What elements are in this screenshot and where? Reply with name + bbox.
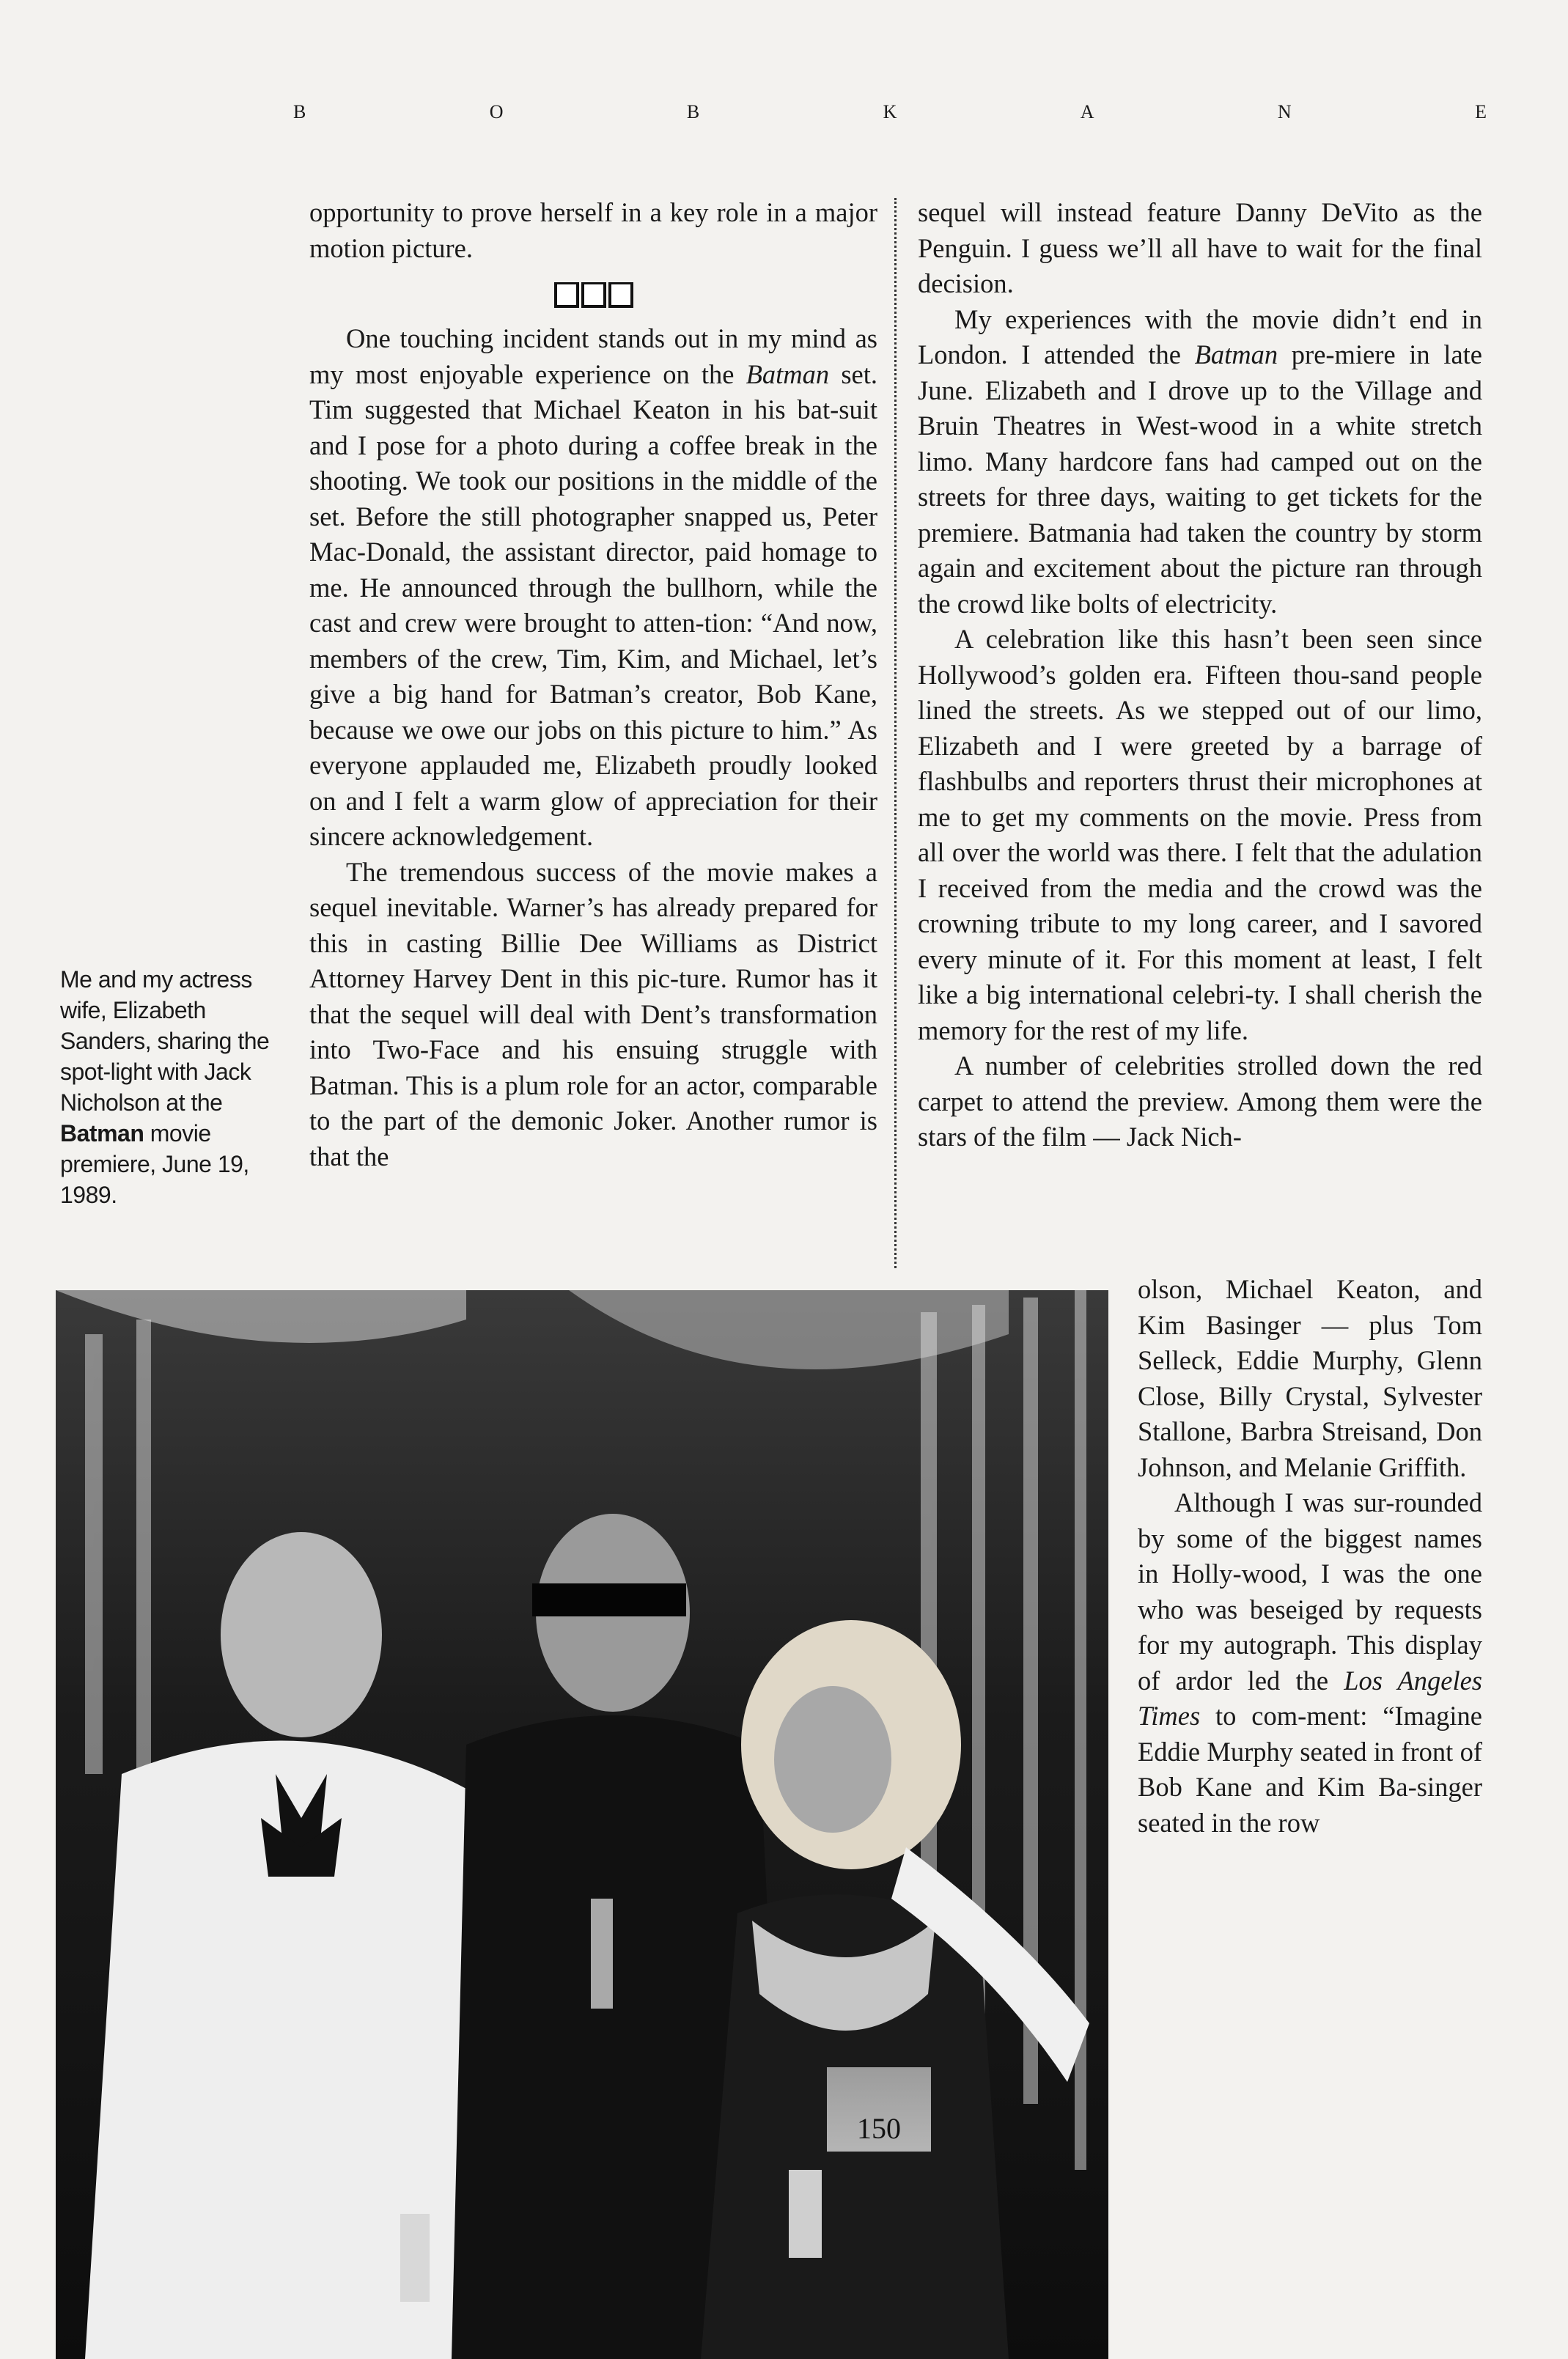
italic-title: Batman — [1194, 339, 1278, 369]
paragraph-text: My experiences with the movie didn’t end in London. I attended the — [918, 303, 1482, 369]
italic-title: Los Angeles Times — [1138, 1665, 1482, 1731]
running-head-letter: K — [883, 101, 899, 122]
running-head-letter: A — [1080, 101, 1096, 122]
section-break-ornament — [309, 282, 877, 308]
premiere-photo — [56, 1290, 1108, 2359]
caption-bold-title: Batman — [60, 1120, 144, 1147]
text-column-inset — [1138, 1272, 1482, 1841]
caption-text-end: movie premiere, June 19, 1989. — [60, 1120, 249, 1208]
paragraph-text: One touching incident stands out in my mind as my most enjoyable experience on the — [309, 323, 877, 389]
paragraph — [918, 302, 1482, 622]
italic-title: Batman — [746, 358, 830, 389]
running-head-letter: B — [686, 101, 702, 122]
paragraph: A number of celebrities strolled down the red carpet to attend the preview. Among them were the stars of the film — Jack Nich- — [918, 1050, 1482, 1152]
paragraph-text: Although I was sur-rounded by some of the biggest names in Holly-wood, I was the one who was beseiged by requests for my autograph. This display of ardor led the — [1138, 1487, 1482, 1696]
running-head-letter: B — [293, 101, 308, 122]
text-column-right — [918, 195, 1482, 1155]
running-head-letter: O — [489, 101, 505, 122]
photo-illustration — [56, 1290, 1108, 2359]
running-head-letter: E — [1475, 101, 1488, 122]
paragraph-text: set. Tim suggested that Michael Keaton in his bat-suit and I pose for a photo during a coffee break in the shooting. We took our positions in the middle of the set. Before the still photographer snapped us, Peter Mac-Donald, the assistant director, paid homage to me. He announced through the bullhorn, while the cast and crew were brought to atten-tion: “And now, members of the crew, Tim, Kim, and Michael, let’s give a big hand for Batman’s creator, Bob Kane, because we owe our jobs on this picture to him.” As everyone applauded me, Elizabeth proudly looked on and I felt a warm glow of appreciation for their sincere acknowledgement. — [309, 358, 878, 851]
paragraph: opportunity to prove herself in a key role in a major motion picture. — [309, 197, 877, 263]
ornament-box — [608, 282, 633, 308]
running-head — [293, 101, 1488, 130]
paragraph: olson, Michael Keaton, and Kim Basinger — plus Tom Selleck, Eddie Murphy, Glenn Close, Billy Crystal, Sylvester Stallone, Barbra Streisand, Don Johnson, and Melanie Griffith. — [1138, 1274, 1482, 1482]
paragraph-text: pre-miere in late June. Elizabeth and I drove up to the Village and Bruin Theatres in West-wood in a white stretch limo. Many hardcore fans had camped out on the streets for three days, waiting to get tickets for the premiere. Batmania had taken the country by storm again and excitement about the picture ran through the crowd like bolts of electricity. — [918, 339, 1482, 619]
paragraph: The tremendous success of the movie makes a sequel inevitable. Warner’s has already prepared for this in casting Billie Dee Williams as District Attorney Harvey Dent in this pic-ture. Rumor has it that the sequel will deal with Dent’s transformation into Two-Face and his ensuing struggle with Batman. This is a plum role for an actor, comparable to the part of the demonic Joker. Another rumor is that the — [309, 856, 877, 1171]
running-head-letter: N — [1277, 101, 1293, 122]
paragraph: sequel will instead feature Danny DeVito as the Penguin. I guess we’ll all have to wait for the final decision. — [918, 197, 1482, 298]
ornament-box — [554, 282, 579, 308]
paragraph-text: to com-ment: “Imagine Eddie Murphy seated in front of Bob Kane and Kim Ba-singer seated in the row — [1138, 1701, 1482, 1838]
photo-caption — [60, 964, 280, 1210]
page-number: 150 — [857, 2112, 901, 2145]
column-divider — [894, 198, 897, 1268]
caption-text: Me and my actress wife, Elizabeth Sanders, sharing the spot-light with Jack Nicholson at the — [60, 966, 270, 1116]
paragraph — [1138, 1485, 1482, 1841]
paragraph: A celebration like this hasn’t been seen since Hollywood’s golden era. Fifteen thou-sand people lined the streets. As we stepped out of our limo, Elizabeth and I were greeted by a barrage of flashbulbs and reporters thrust their microphones at me to get my comments on the movie. Press from all over the world was there. I felt that the adulation I received from the media and the crowd was the crowning tribute to my long career, and I savored every minute of it. For this moment at least, I felt like a big international celebri-ty. I shall cherish the memory for the rest of my life. — [918, 624, 1482, 1045]
ornament-box — [581, 282, 606, 308]
paragraph — [309, 321, 877, 855]
text-column-left — [309, 195, 877, 1174]
